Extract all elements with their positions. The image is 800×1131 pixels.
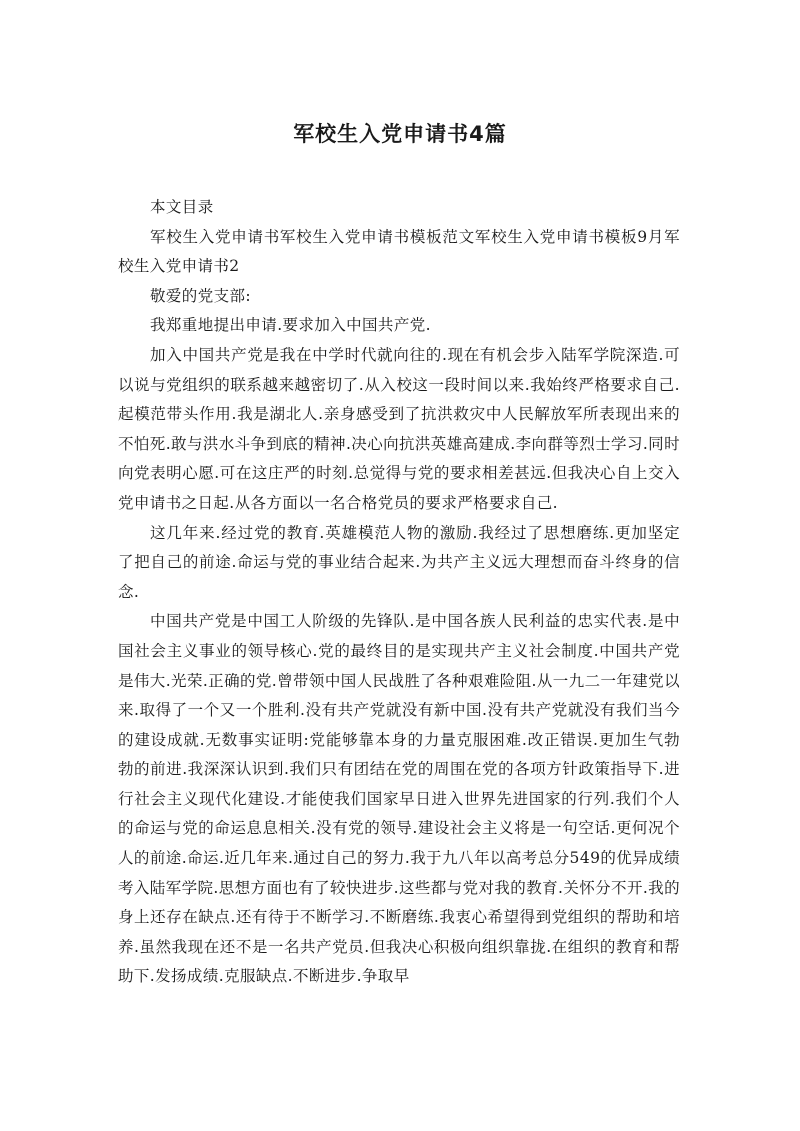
paragraph-4: 中国共产党是中国工人阶级的先锋队.是中国各族人民利益的忠实代表.是中国社会主义事业的领导核心.党的最终目的是实现共产主义社会制度.中国共产党是伟大.光荣.正确的党.曾带领中国人民战胜了各种艰难险阻.从一九二一年建党以来.取得了一个又一个胜利.没有共产党就没有新中国.没有共产党就没有我们当今的建设成就.无数事实证明:党能够靠本身的力量克服困难.改正错误.更加生气勃勃的前进.我深深认识到.我们只有团结在党的周围在党的各项方针政策指导下.进行社会主义现代化建设.才能使我们国家早日进入世界先进国家的行列.我们个人的命运与党的命运息息相关.没有党的领导.建设社会主义将是一句空话.更何况个人的前途.命运.近几年来.通过自己的努力.我于九八年以高考总分549的优异成绩考入陆军学院.思想方面也有了较快进步.这些都与党对我的教育.关怀分不开.我的身上还存在缺点.还有待于不断学习.不断磨练.我衷心希望得到党组织的帮助和培养.虽然我现在还不是一名共产党员.但我决心积极向组织靠拢.在组织的教育和帮助下.发扬成绩.克服缺点.不断进步.争取早 <box>118 612 680 986</box>
toc-text: 军校生入党申请书军校生入党申请书模板范文军校生入党申请书模板9月军校生入党申请书2 <box>118 227 680 276</box>
paragraph-3: 这几年来.经过党的教育.英雄模范人物的激励.我经过了思想磨练.更加坚定了把自己的前途.命运与党的事业结合起来.为共产主义远大理想而奋斗终身的信念. <box>118 523 680 601</box>
paragraph-2: 加入中国共产党是我在中学时代就向往的.现在有机会步入陆军学院深造.可以说与党组织的联系越来越密切了.从入校这一段时间以来.我始终严格要求自己.起模范带头作用.我是湖北人.亲身感受到了抗洪救灾中人民解放军所表现出来的不怕死.敢与洪水斗争到底的精神.决心向抗洪英雄高建成.李向群等烈士学习.同时向党表明心愿.可在这庄严的时刻.总觉得与党的要求相差甚远.但我决心自上交入党申请书之日起.从各方面以一名合格党员的要求严格要求自己. <box>118 345 680 512</box>
paragraph-1: 我郑重地提出申请.要求加入中国共产党. <box>150 316 431 335</box>
salutation: 敬爱的党支部: <box>150 286 252 305</box>
document-title: 军校生入党申请书4篇 <box>293 122 507 146</box>
document-body <box>118 193 680 992</box>
toc-heading: 本文目录 <box>150 198 214 216</box>
